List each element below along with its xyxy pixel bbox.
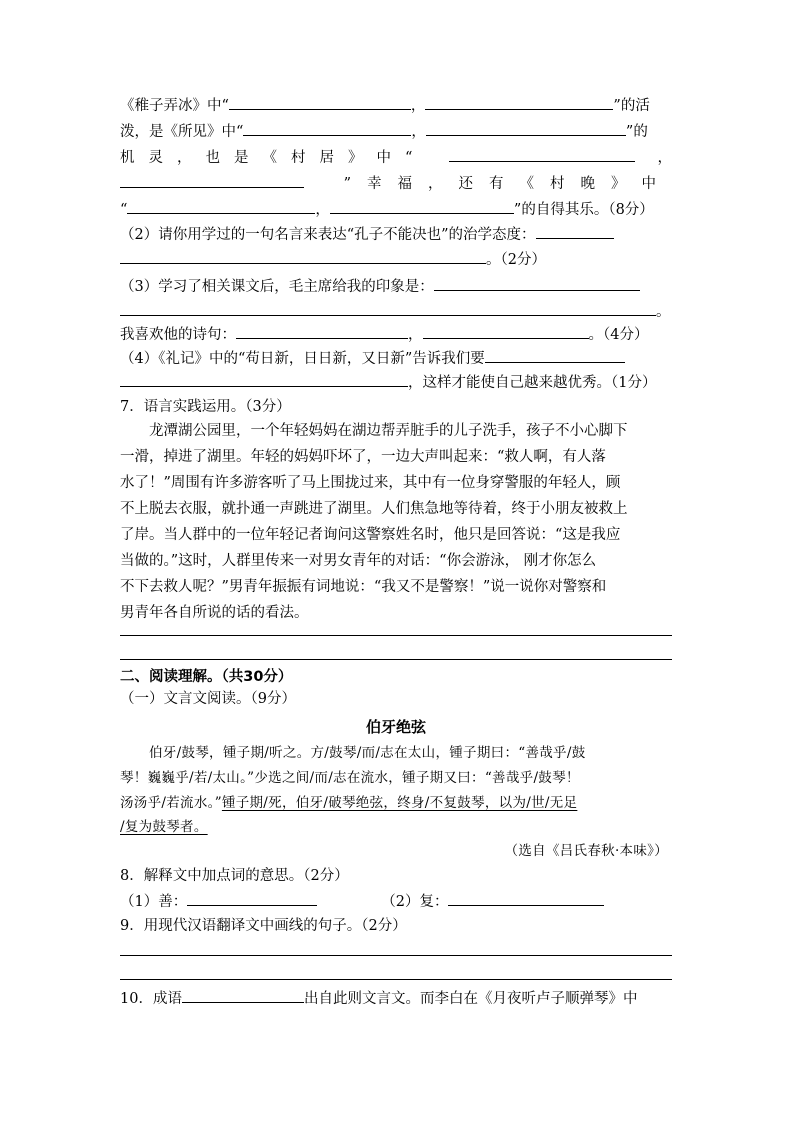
subsection-title: （一）文言文阅读。（9分） <box>120 691 296 707</box>
answer-line[interactable] <box>120 659 672 660</box>
classical-line: 琴！巍巍乎/若/太山。”少选之间/而/志在流水，锺子期又曰：“善哉乎/鼓琴！ <box>120 770 580 786</box>
text: （1）善： <box>120 894 188 910</box>
answer-blank[interactable] <box>449 146 635 162</box>
answer-blank[interactable] <box>120 172 304 188</box>
text: 汤汤乎/若流水。” <box>120 795 222 811</box>
text: ，这样才能使自己越来越优秀。（1分） <box>408 375 657 391</box>
text: ， <box>411 124 426 140</box>
answer-blank[interactable] <box>182 987 304 1003</box>
answer-blank[interactable] <box>229 94 411 110</box>
q6-2-line2 <box>120 248 672 270</box>
q8-title: 8．解释文中加点词的意思。（2分） <box>120 868 349 884</box>
passage-line: 男青年各自所说的话的看法。 <box>120 605 309 621</box>
section-title: 二、阅读理解。（共30分） <box>120 669 293 685</box>
answer-blank[interactable] <box>187 890 317 906</box>
answer-blank[interactable] <box>236 323 408 339</box>
text: ”的自得其乐。（8分） <box>513 202 654 218</box>
text: ， <box>315 202 330 218</box>
q10-line <box>120 987 672 1009</box>
question-text: （4）《礼记》中的“苟日新，日日新，又日新”告诉我们要 <box>120 351 485 367</box>
answer-blank[interactable] <box>434 275 640 291</box>
source-citation: （选自《吕氏春秋·本味》） <box>504 843 668 859</box>
text: 10．成语 <box>120 991 182 1007</box>
passage-line: 一滑，掉进了湖里。年轻的妈妈吓坏了，一边大声叫起来：“救人啊，有人落 <box>120 449 606 465</box>
q6-4-line2 <box>120 371 672 393</box>
text: 。（4分） <box>588 327 649 343</box>
question-text: （2）请你用学过的一句名言来表达“孔子不能决也”的治学态度： <box>120 227 536 243</box>
passage-line: 不下去救人呢？”男青年振振有词地说：“我又不是警察！”说一说你对警察和 <box>120 579 607 595</box>
q8-answers <box>120 890 672 912</box>
q9-title: 9．用现代汉语翻译文中画线的句子。（2分） <box>120 918 407 934</box>
q6-1-line2 <box>120 120 672 142</box>
classical-line <box>120 792 672 814</box>
answer-blank[interactable] <box>423 323 589 339</box>
text: 泼，是《所见》中“ <box>120 124 244 140</box>
answer-blank[interactable] <box>120 371 408 387</box>
text: ， <box>657 150 672 166</box>
answer-blank[interactable] <box>120 248 486 264</box>
text: 机灵，也是《村居》中“ <box>120 150 427 166</box>
text: ， <box>408 327 423 343</box>
text: 。 <box>656 304 671 320</box>
text: ， <box>410 98 426 114</box>
text: 我喜欢他的诗句： <box>120 327 236 343</box>
text: 。（2分） <box>486 252 546 268</box>
passage-line: 当做的。”这时，人群里传来一对男女青年的对话：“你会游泳， 刚才你怎么 <box>120 553 597 569</box>
q6-2-line1 <box>120 223 672 245</box>
passage-line: 不上脱去衣服，就扑通一声跳进了湖里。人们焦急地等待着，终于小朋友被救上 <box>120 501 628 517</box>
text: ”幸福，还有《村晚》中 <box>343 176 672 192</box>
text: （2）复： <box>381 894 449 910</box>
answer-blank[interactable] <box>426 120 626 136</box>
text: “ <box>120 202 128 218</box>
q6-3-line1 <box>120 275 672 297</box>
q7-title: 7．语言实践运用。（3分） <box>120 399 291 415</box>
text: ”的 <box>625 124 648 140</box>
answer-line[interactable] <box>120 979 672 980</box>
q6-1-line5 <box>120 198 672 220</box>
q6-1-line3 <box>120 146 672 168</box>
q6-4-line1 <box>120 347 672 369</box>
answer-line[interactable] <box>120 635 672 636</box>
passage-line: 了岸。当人群中的一位年轻记者询问这警察姓名时，他只是回答说：“这是我应 <box>120 527 621 543</box>
answer-blank[interactable] <box>127 198 315 214</box>
text: ”的活 <box>613 98 650 114</box>
text: 出自此则文言文。而李白在《月夜听卢子顺弹琴》中 <box>303 991 638 1007</box>
q6-1-line1 <box>120 94 672 116</box>
passage-line: 龙潭湖公园里，一个年轻妈妈在湖边帮弄脏手的儿子洗手，孩子不小心脚下 <box>149 423 628 439</box>
q6-3-line3 <box>120 323 672 345</box>
answer-blank[interactable] <box>448 890 604 906</box>
answer-blank[interactable] <box>425 94 613 110</box>
classical-text-title: 伯牙绝弦 <box>365 718 426 736</box>
answer-blank[interactable] <box>485 347 625 363</box>
classical-line: 伯牙/鼓琴，锺子期/听之。方/鼓琴/而/志在太山，锺子期曰：“善哉乎/鼓 <box>149 745 586 761</box>
q6-1-line4 <box>120 172 672 194</box>
classical-line <box>120 816 672 838</box>
q6-3-line2 <box>120 300 672 322</box>
answer-blank[interactable] <box>330 198 514 214</box>
passage-line: 水了！”周围有许多游客听了马上围拢过来，其中有一位身穿警服的年轻人，顾 <box>120 475 621 491</box>
underlined-sentence: 锺子期/死，伯牙/破琴绝弦，终身/不复鼓琴，以为/世/无足 <box>221 795 578 811</box>
answer-blank[interactable] <box>243 120 411 136</box>
answer-blank[interactable] <box>120 300 656 316</box>
answer-line[interactable] <box>120 955 672 956</box>
question-text: （3）学习了相关课文后，毛主席给我的印象是： <box>120 279 434 295</box>
underlined-sentence: /复为鼓琴者。 <box>120 819 208 835</box>
answer-blank[interactable] <box>536 223 614 239</box>
text: 《稚子弄冰》中“ <box>120 98 229 114</box>
